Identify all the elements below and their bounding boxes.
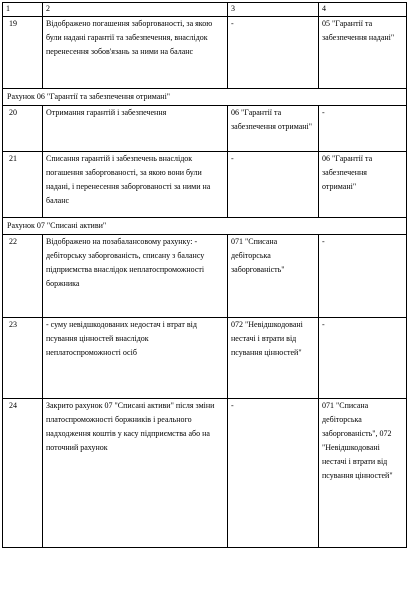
- section-heading-row: [3, 218, 407, 235]
- row-number: 23: [3, 318, 43, 399]
- header-cell-2: 2: [43, 3, 228, 17]
- credit-account: -: [319, 318, 407, 399]
- table-row: [3, 399, 407, 548]
- table-row: [3, 106, 407, 152]
- debit-account: -: [228, 152, 319, 218]
- section-title: Рахунок 06 "Гарантії та забезпечення отримані": [3, 89, 407, 106]
- operation-description: Відображено погашення заборгованості, за якою були надані гарантії та забезпечення, внаслідок перенесення зобов'язань за ними на баланс: [43, 17, 228, 89]
- header-cell-1: 1: [3, 3, 43, 17]
- row-number: 21: [3, 152, 43, 218]
- row-number: 20: [3, 106, 43, 152]
- debit-account: 072 "Невідшкодовані нестачі і втрати від псування цінностей": [228, 318, 319, 399]
- table-row: [3, 318, 407, 399]
- table-header-row: [3, 3, 407, 17]
- credit-account: 05 "Гарантії та забезпечення надані": [319, 17, 407, 89]
- operation-description: Списання гарантій і забезпечень внаслідок погашення заборгованості, за якою вони були надані, і перенесення заборгованості за ними на баланс: [43, 152, 228, 218]
- table-row: [3, 235, 407, 318]
- section-title: Рахунок 07 "Списані активи": [3, 218, 407, 235]
- debit-account: 06 "Гарантії та забезпечення отримані": [228, 106, 319, 152]
- table-row: [3, 17, 407, 89]
- operation-description: - суму невідшкодованих недостач і втрат від псування цінностей внаслідок неплатоспроможності осіб: [43, 318, 228, 399]
- credit-account: -: [319, 235, 407, 318]
- header-cell-3: 3: [228, 3, 319, 17]
- debit-account: -: [228, 399, 319, 548]
- credit-account: 071 "Списана дебіторська заборгованість", 072 "Невідшкодовані нестачі і втрати від псування цінностей": [319, 399, 407, 548]
- credit-account: 06 "Гарантії та забезпечення отримані": [319, 152, 407, 218]
- debit-account: -: [228, 17, 319, 89]
- row-number: 24: [3, 399, 43, 548]
- credit-account: -: [319, 106, 407, 152]
- debit-account: 071 "Списана дебіторська заборгованість": [228, 235, 319, 318]
- accounting-entries-table: [2, 2, 407, 548]
- section-heading-row: [3, 89, 407, 106]
- operation-description: Відображено на позабалансовому рахунку: - дебіторську заборгованість, списану з балансу підприємства внаслідок неплатоспроможності боржника: [43, 235, 228, 318]
- table-row: [3, 152, 407, 218]
- row-number: 22: [3, 235, 43, 318]
- operation-description: Отримання гарантій і забезпечення: [43, 106, 228, 152]
- row-number: 19: [3, 17, 43, 89]
- operation-description: Закрито рахунок 07 "Списані активи" після зміни платоспроможності боржників і реального надходження коштів у касу підприємства або на поточний рахунок: [43, 399, 228, 548]
- header-cell-4: 4: [319, 3, 407, 17]
